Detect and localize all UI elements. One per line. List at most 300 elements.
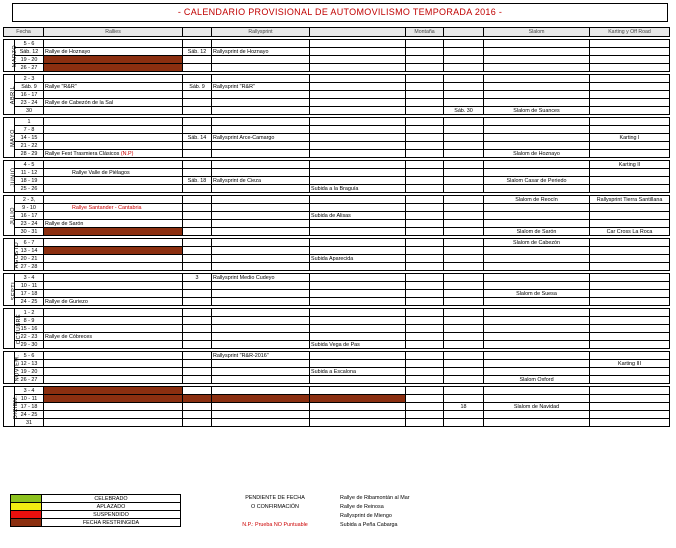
date-cell: 12 - 13 [15,360,44,368]
slalom-date [444,196,484,204]
month-name: MAYO [9,128,16,147]
date-cell: 6 - 7 [15,239,44,247]
rally-cell [44,169,183,177]
rally-cell [44,274,183,282]
karting-cell [590,56,670,64]
slalom-date [444,341,484,349]
slalom-date [444,126,484,134]
montana-cell [310,196,406,204]
rallysprint-date [183,118,212,126]
date-cell: 2 - 3, [15,196,44,204]
slalom-cell [484,40,590,48]
month-name: JUNIO [10,167,17,186]
slalom-cell: Slalom de Navidad [484,403,590,411]
table-row [4,91,670,99]
table-row [4,107,670,115]
rallysprint-cell [212,228,310,236]
montana-cell [310,118,406,126]
rallysprint-date [183,161,212,169]
rallysprint-date [183,395,212,403]
karting-cell [590,204,670,212]
table-row [4,376,670,384]
rally-cell [44,126,183,134]
montana-extra [406,56,444,64]
month-name: AGOSTO [14,241,21,268]
rally-cell [44,228,183,236]
table-row [4,196,670,204]
column-header [310,28,406,37]
column-header: Karting y Off Road [590,28,670,37]
karting-cell [590,83,670,91]
rallysprint-cell [212,317,310,325]
rallysprint-cell [212,298,310,306]
slalom-cell [484,75,590,83]
date-cell: 9 - 10 [15,204,44,212]
table-row [4,204,670,212]
montana-cell [310,387,406,395]
slalom-date [444,177,484,185]
karting-cell [590,40,670,48]
table-row [4,177,670,185]
table-row [4,150,670,158]
table-row [4,212,670,220]
rallysprint-cell [212,290,310,298]
slalom-cell [484,126,590,134]
montana-cell [310,333,406,341]
table-row [4,220,670,228]
rallysprint-date [183,360,212,368]
table-row [4,309,670,317]
rally-cell [44,352,183,360]
table-row [4,403,670,411]
montana-cell [310,75,406,83]
karting-cell [590,150,670,158]
slalom-cell: Slalom Oxford [484,376,590,384]
karting-cell: Car Cross La Roca [590,228,670,236]
rally-cell [44,403,183,411]
rallysprint-cell: Rallysprint Arce-Camargo [212,134,310,142]
montana-cell [310,204,406,212]
rally-cell [44,185,183,193]
slalom-cell [484,419,590,427]
rallysprint-cell [212,263,310,271]
karting-cell [590,411,670,419]
slalom-date [444,395,484,403]
table-row [4,360,670,368]
montana-extra [406,185,444,193]
column-header [444,28,484,37]
table-row [4,64,670,72]
rally-cell [44,341,183,349]
montana-extra [406,134,444,142]
rallysprint-date: Sáb. 14 [183,134,212,142]
table-row [4,411,670,419]
karting-cell [590,177,670,185]
table-row [4,161,670,169]
rallysprint-date: Sáb. 18 [183,177,212,185]
table-row [4,40,670,48]
karting-cell [590,376,670,384]
slalom-cell [484,368,590,376]
rally-cell [44,395,183,403]
karting-cell [590,298,670,306]
slalom-date [444,212,484,220]
rallysprint-date [183,142,212,150]
rallysprint-cell [212,161,310,169]
date-cell: 26 - 27 [15,64,44,72]
slalom-date [444,309,484,317]
karting-cell [590,142,670,150]
slalom-cell [484,309,590,317]
slalom-date [444,83,484,91]
table-row [4,298,670,306]
rallysprint-date [183,247,212,255]
rallysprint-date [183,411,212,419]
karting-cell [590,325,670,333]
table-row [4,255,670,263]
rallysprint-cell [212,387,310,395]
montana-cell [310,325,406,333]
rallysprint-cell: Rallysprint Medio Cudeyo [212,274,310,282]
date-cell: 5 - 6 [15,40,44,48]
legend-label: APLAZADO [42,503,181,511]
montana-cell [310,56,406,64]
month-label [4,274,18,306]
slalom-cell [484,317,590,325]
rally-name: Rallye Santander - Cantabria [72,204,142,211]
column-header: Slalom [484,28,590,37]
rallysprint-cell [212,40,310,48]
rallysprint-date [183,419,212,427]
date-cell: 14 - 15 [15,134,44,142]
rally-name: Rallye de Cabezón de la Sal [45,99,114,106]
rally-cell [44,196,183,204]
montana-cell: Subida a Escalona [310,368,406,376]
montana-cell [310,263,406,271]
rallysprint-date [183,56,212,64]
table-row [4,75,670,83]
rallysprint-date [183,204,212,212]
date-cell: 1 - 2 [15,309,44,317]
rallysprint-date [183,40,212,48]
slalom-cell: Slalom de Reocín [484,196,590,204]
rally-cell [44,247,183,255]
karting-cell [590,352,670,360]
montana-extra [406,317,444,325]
slalom-cell [484,282,590,290]
table-row [4,56,670,64]
month-label [4,196,15,236]
rallysprint-date: Sáb. 12 [183,48,212,56]
montana-cell [310,134,406,142]
date-cell: 20 - 21 [15,255,44,263]
date-cell: 28 - 29 [15,150,44,158]
slalom-cell [484,352,590,360]
rallysprint-cell [212,150,310,158]
rallysprint-date [183,263,212,271]
montana-extra [406,228,444,236]
slalom-cell [484,142,590,150]
karting-cell [590,212,670,220]
table-row [4,142,670,150]
montana-extra [406,255,444,263]
rallysprint-date: Sáb. 9 [183,83,212,91]
table-row [4,228,670,236]
rallysprint-cell [212,282,310,290]
slalom-cell [484,48,590,56]
date-cell: 15 - 16 [15,325,44,333]
slalom-cell [484,64,590,72]
month-name: JULIO [10,206,17,225]
rally-cell [44,204,183,212]
slalom-date [444,150,484,158]
pending-events-list [340,494,410,530]
rallysprint-cell [212,91,310,99]
table-row [4,325,670,333]
karting-cell [590,309,670,317]
slalom-cell [484,411,590,419]
rallysprint-cell [212,196,310,204]
montana-cell [310,247,406,255]
montana-extra [406,263,444,271]
montana-extra [406,360,444,368]
date-cell: 19 - 20 [15,56,44,64]
montana-cell [310,395,406,403]
date-cell: Sáb. 12 [15,48,44,56]
rally-cell [44,64,183,72]
montana-cell [310,228,406,236]
date-cell: 24 - 25 [15,298,44,306]
table-row [4,282,670,290]
rally-cell [44,368,183,376]
column-header [183,28,212,37]
rallysprint-date [183,64,212,72]
table-row [4,126,670,134]
slalom-cell [484,169,590,177]
karting-cell [590,387,670,395]
karting-cell [590,247,670,255]
column-header: Rallies [44,28,183,37]
montana-extra [406,274,444,282]
month-label [4,161,15,193]
slalom-date [444,134,484,142]
rallysprint-date [183,387,212,395]
slalom-date [444,185,484,193]
rally-cell [44,150,183,158]
montana-cell: Subida Vega de Pas [310,341,406,349]
montana-extra [406,290,444,298]
date-cell: 2 - 3 [15,75,44,83]
slalom-cell [484,134,590,142]
slalom-date [444,228,484,236]
montana-extra [406,247,444,255]
montana-cell [310,99,406,107]
month-name: DICIEM. [13,394,20,419]
montana-extra [406,91,444,99]
rallysprint-cell: Rallysprint de Cieza [212,177,310,185]
montana-cell [310,83,406,91]
table-row [4,185,670,193]
rallysprint-date [183,333,212,341]
montana-extra [406,220,444,228]
rallysprint-date [183,376,212,384]
table-row [4,352,670,360]
table-row [4,395,670,403]
rallysprint-cell [212,376,310,384]
rally-cell [44,56,183,64]
montana-cell [310,411,406,419]
montana-extra [406,387,444,395]
rallysprint-date [183,317,212,325]
montana-cell [310,169,406,177]
slalom-date [444,317,484,325]
montana-extra [406,411,444,419]
montana-cell [310,107,406,115]
slalom-date [444,56,484,64]
rallysprint-cell [212,107,310,115]
montana-cell [310,317,406,325]
date-cell: 8 - 9 [15,317,44,325]
rally-cell [44,48,183,56]
slalom-date [444,99,484,107]
karting-cell [590,255,670,263]
legend-swatch [11,511,42,519]
table-row [4,118,670,126]
date-cell: 18 - 19 [15,177,44,185]
table-row [4,419,670,427]
table-row [4,48,670,56]
date-cell: 13 - 14 [15,247,44,255]
slalom-cell [484,247,590,255]
date-cell: 21 - 22 [15,142,44,150]
slalom-cell [484,185,590,193]
montana-cell: Subida Aparecida [310,255,406,263]
slalom-date [444,40,484,48]
legend-row [11,503,181,511]
montana-cell [310,309,406,317]
month-label [4,75,15,115]
montana-extra [406,298,444,306]
rallysprint-cell [212,368,310,376]
rally-cell [44,255,183,263]
rallysprint-date [183,325,212,333]
table-row [4,274,670,282]
rally-cell [44,360,183,368]
rally-name: Rallye Fest Trasmiera Clásicos [45,150,120,157]
rallysprint-cell [212,185,310,193]
rallysprint-date [183,228,212,236]
montana-cell [310,91,406,99]
rally-cell [44,107,183,115]
karting-cell [590,75,670,83]
montana-cell [310,150,406,158]
rallysprint-date [183,309,212,317]
rally-cell [44,83,183,91]
rallysprint-date: 3 [183,274,212,282]
rallysprint-date [183,75,212,83]
date-cell: 23 - 24 [15,220,44,228]
rallysprint-date [183,185,212,193]
montana-cell [310,177,406,185]
rallysprint-cell [212,341,310,349]
rallysprint-cell: Rallysprint "R&R" [212,83,310,91]
montana-extra [406,150,444,158]
rallysprint-cell [212,56,310,64]
rally-cell [44,411,183,419]
table-row [4,134,670,142]
karting-cell [590,126,670,134]
slalom-date [444,360,484,368]
table-row [4,290,670,298]
montana-extra [406,126,444,134]
karting-cell [590,419,670,427]
slalom-cell [484,255,590,263]
table-row [4,387,670,395]
montana-extra [406,368,444,376]
date-cell: 10 - 11 [15,282,44,290]
date-cell: 5 - 6 [15,352,44,360]
legend-swatch [11,495,42,503]
rally-cell [44,325,183,333]
montana-extra [406,419,444,427]
karting-cell [590,239,670,247]
slalom-cell [484,204,590,212]
table-row [4,83,670,91]
montana-extra [406,333,444,341]
slalom-date [444,333,484,341]
rallysprint-cell [212,309,310,317]
slalom-cell: Slalom Casar de Periedo [484,177,590,185]
table-row [4,341,670,349]
montana-extra [406,352,444,360]
montana-cell [310,403,406,411]
column-header: Rallysprint [212,28,310,37]
slalom-cell [484,99,590,107]
rally-cell [44,75,183,83]
karting-cell [590,220,670,228]
rallysprint-cell [212,99,310,107]
montana-extra [406,341,444,349]
montana-extra [406,169,444,177]
rallysprint-cell [212,247,310,255]
date-cell: 17 - 18 [15,403,44,411]
slalom-cell [484,298,590,306]
slalom-date [444,298,484,306]
pending-event: Rallysprint de Miengo [340,513,392,519]
montana-cell [310,239,406,247]
rally-name: Rallye de Guriezo [45,298,88,305]
montana-extra [406,161,444,169]
rallysprint-date [183,99,212,107]
column-header: Montaña [406,28,444,37]
legend-row [11,511,181,519]
date-cell: 24 - 25 [15,411,44,419]
montana-extra [406,395,444,403]
rally-cell [44,177,183,185]
rallysprint-date [183,107,212,115]
slalom-date [444,376,484,384]
date-cell: 17 - 18 [15,290,44,298]
slalom-date [444,263,484,271]
month-label [4,352,21,384]
karting-cell [590,91,670,99]
montana-cell [310,282,406,290]
rally-cell [44,376,183,384]
table-row [4,247,670,255]
montana-cell [310,161,406,169]
karting-cell [590,263,670,271]
slalom-date [444,48,484,56]
